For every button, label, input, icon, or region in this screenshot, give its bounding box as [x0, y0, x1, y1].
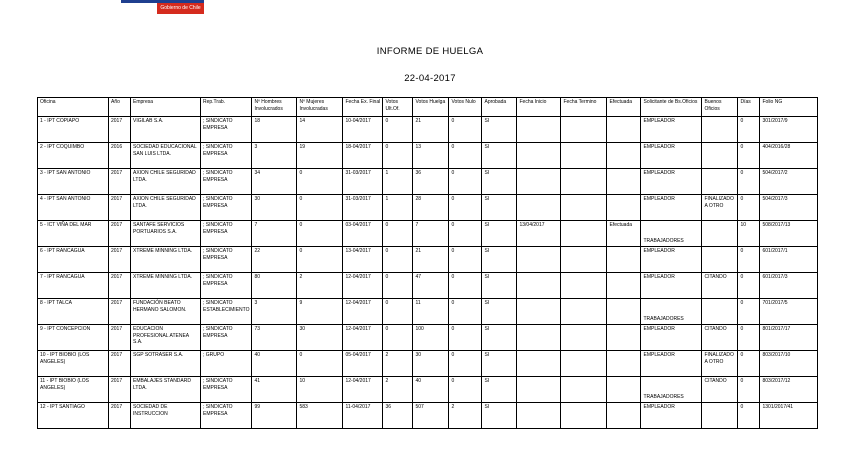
table-row [38, 221, 818, 247]
table-cell: SI [482, 247, 517, 273]
table-cell: 7 [413, 221, 449, 247]
table-cell: 10-04/2017 [343, 117, 383, 143]
table-cell: 0 [383, 299, 413, 325]
table-cell: 12-04/2017 [343, 299, 383, 325]
table-cell: VIGILAB S.A. [131, 117, 201, 143]
table-cell: 3 [252, 143, 297, 169]
table-cell: 0 [738, 273, 760, 299]
table-cell: 80 [252, 273, 297, 299]
table-cell: 9 - IPT CONCEPCION [38, 325, 109, 351]
table-cell: 13 [413, 143, 449, 169]
table-cell [607, 403, 641, 429]
table-cell: 36 [413, 169, 449, 195]
column-header: Nº Mujeres Involucradas [297, 98, 343, 117]
table-cell: CITANDO [702, 325, 738, 351]
column-header: Empresa [131, 98, 201, 117]
table-cell: ; SINDICATO EMPRESA [201, 377, 252, 403]
table-cell [561, 195, 607, 221]
table-cell: FUNDACIÓN BEATO HERMANO SALOMON. [131, 299, 201, 325]
table-cell: 34 [252, 169, 297, 195]
table-cell: AXION CHILE SEGURIDAD LTDA. [131, 195, 201, 221]
table-cell: EMPLEADOR [641, 325, 702, 351]
table-row [38, 273, 818, 299]
table-cell [561, 221, 607, 247]
table-cell: SANTAFE SERVICIOS PORTUARIOS S.A. [131, 221, 201, 247]
table-cell [517, 247, 561, 273]
table-cell: ; SINDICATO EMPRESA [201, 143, 252, 169]
table-cell: 2017 [109, 351, 131, 377]
table-cell: SOCIEDAD DE INSTRUCCION [131, 403, 201, 429]
table-cell [561, 403, 607, 429]
table-cell [517, 403, 561, 429]
table-cell: 7 - IPT RANCAGUA [38, 273, 109, 299]
table-cell: 12-04/2017 [343, 377, 383, 403]
table-cell: ; SINDICATO EMPRESA [201, 221, 252, 247]
column-header: Días [738, 98, 760, 117]
table-cell: SI [482, 169, 517, 195]
table-cell: 9 [297, 299, 343, 325]
table-cell: 601/2017/3 [760, 273, 818, 299]
table-cell [607, 195, 641, 221]
table-cell: 0 [297, 195, 343, 221]
table-cell: 11-04/2017 [343, 403, 383, 429]
column-header: Solicitante de Bs.Oficios [641, 98, 702, 117]
table-cell: 36 [383, 403, 413, 429]
table-cell [702, 221, 738, 247]
table-cell: 12-04/2017 [343, 273, 383, 299]
table-cell [561, 247, 607, 273]
table-row [38, 143, 818, 169]
table-cell: 3 - IPT SAN ANTONIO [38, 169, 109, 195]
table-cell: 13/04/2017 [517, 221, 561, 247]
table-cell: 18-04/2017 [343, 143, 383, 169]
table-cell [561, 143, 607, 169]
table-cell: 2017 [109, 377, 131, 403]
table-cell: 2 [297, 273, 343, 299]
table-cell [607, 273, 641, 299]
table-cell [702, 117, 738, 143]
table-row [38, 403, 818, 429]
table-cell: 10 [297, 377, 343, 403]
table-cell: EMPLEADOR [641, 273, 702, 299]
table-cell: 0 [449, 247, 482, 273]
table-cell: 0 [738, 247, 760, 273]
table-row [38, 169, 818, 195]
table-cell [607, 169, 641, 195]
table-cell: ; SINDICATO ESTABLECIMIENTO [201, 299, 252, 325]
table-cell: 2017 [109, 325, 131, 351]
column-header: Oficina [38, 98, 109, 117]
table-cell: 0 [449, 221, 482, 247]
table-cell: 0 [449, 143, 482, 169]
table-cell: SI [482, 273, 517, 299]
table-cell: 6 - IPT RANCAGUA [38, 247, 109, 273]
table-cell: TRABAJADORES [641, 377, 702, 403]
table-cell: 5 - ICT VIÑA DEL MAR [38, 221, 109, 247]
table-cell: 0 [738, 299, 760, 325]
table-cell: EMPLEADOR [641, 247, 702, 273]
table-cell: 0 [383, 143, 413, 169]
table-cell [561, 377, 607, 403]
table-cell [702, 403, 738, 429]
table-cell: SI [482, 221, 517, 247]
table-header-row [38, 98, 818, 117]
table-cell: 22 [252, 247, 297, 273]
table-cell: 12-04/2017 [343, 325, 383, 351]
table-cell: EMBALAJES STANDARD LTDA. [131, 377, 201, 403]
table-cell: 47 [413, 273, 449, 299]
table-cell [607, 325, 641, 351]
table-cell: Efectuada [607, 221, 641, 247]
column-header: Fecha Inicio [517, 98, 561, 117]
table-cell: TRABAJADORES [641, 299, 702, 325]
table-cell: FINALIZADO A OTRO [702, 351, 738, 377]
table-cell: ; SINDICATO EMPRESA [201, 325, 252, 351]
table-cell: 2 [383, 377, 413, 403]
table-cell: 0 [738, 117, 760, 143]
table-cell: 8 - IPT TALCA [38, 299, 109, 325]
table-cell: TRABAJADORES [641, 221, 702, 247]
table-cell: SI [482, 299, 517, 325]
table-cell [561, 117, 607, 143]
table-cell: 0 [383, 273, 413, 299]
table-cell: 2017 [109, 247, 131, 273]
gobierno-logo [121, 0, 204, 14]
table-cell: 2017 [109, 117, 131, 143]
table-cell [561, 273, 607, 299]
column-header: Aprobada [482, 98, 517, 117]
table-cell: SI [482, 117, 517, 143]
table-cell: 40 [413, 377, 449, 403]
table-cell: ; SINDICATO EMPRESA [201, 195, 252, 221]
table-cell [517, 273, 561, 299]
table-cell: 2017 [109, 403, 131, 429]
column-header: Año [109, 98, 131, 117]
table-cell: 99 [252, 403, 297, 429]
table-cell [517, 117, 561, 143]
table-cell: 0 [449, 325, 482, 351]
table-cell: 12 - IPT SANTIAGO [38, 403, 109, 429]
table-cell: 0 [738, 143, 760, 169]
table-cell: 0 [297, 169, 343, 195]
table-row [38, 351, 818, 377]
table-cell: 2017 [109, 273, 131, 299]
table-cell: 701/2017/5 [760, 299, 818, 325]
column-header: Votos Nulo [449, 98, 482, 117]
table-cell: EMPLEADOR [641, 403, 702, 429]
table-cell: 583 [297, 403, 343, 429]
table-cell: SI [482, 351, 517, 377]
table-cell [517, 325, 561, 351]
table-cell: EMPLEADOR [641, 117, 702, 143]
column-header: Votos Ult.Of. [383, 98, 413, 117]
table-cell: SGP SOTRASER S.A. [131, 351, 201, 377]
table-cell [607, 247, 641, 273]
table-cell: 0 [449, 117, 482, 143]
table-cell: 0 [738, 351, 760, 377]
table-cell: 2017 [109, 221, 131, 247]
column-header: Efectuada [607, 98, 641, 117]
table-cell: 0 [383, 325, 413, 351]
table-cell: 100 [413, 325, 449, 351]
table-cell: SI [482, 403, 517, 429]
table-cell: 2016 [109, 143, 131, 169]
table-cell: 10 [738, 221, 760, 247]
table-cell: ; SINDICATO EMPRESA [201, 169, 252, 195]
column-header: Fecha Ex. Final [343, 98, 383, 117]
table-cell: 11 [413, 299, 449, 325]
table-cell [702, 299, 738, 325]
table-cell: EMPLEADOR [641, 169, 702, 195]
table-cell: 0 [297, 221, 343, 247]
table-cell: 0 [738, 377, 760, 403]
table-cell: ; SINDICATO EMPRESA [201, 247, 252, 273]
table-cell: 30 [252, 195, 297, 221]
table-cell: 2 [449, 403, 482, 429]
table-cell [607, 299, 641, 325]
table-cell: 2017 [109, 299, 131, 325]
table-cell: 0 [449, 377, 482, 403]
column-header: Folio NG [760, 98, 818, 117]
table-cell: 1 [383, 169, 413, 195]
table-cell [607, 377, 641, 403]
table-cell: EMPLEADOR [641, 195, 702, 221]
table-row [38, 195, 818, 221]
table-cell: 1 [383, 195, 413, 221]
table-cell: 40 [252, 351, 297, 377]
table-cell: 0 [449, 273, 482, 299]
table-cell: 0 [383, 117, 413, 143]
table-cell: FINALIZADO A OTRO [702, 195, 738, 221]
table-cell: ; GRUPO [201, 351, 252, 377]
table-cell [702, 169, 738, 195]
table-cell: 13-04/2017 [343, 247, 383, 273]
table-cell: ; SINDICATO EMPRESA [201, 117, 252, 143]
table-cell: 19 [297, 143, 343, 169]
table-cell [517, 351, 561, 377]
table-cell: 0 [449, 299, 482, 325]
table-cell: 0 [738, 195, 760, 221]
table-cell: 2017 [109, 195, 131, 221]
table-cell [561, 325, 607, 351]
table-cell: 404/2016/28 [760, 143, 818, 169]
table-cell: 41 [252, 377, 297, 403]
table-cell: EMPLEADOR [641, 143, 702, 169]
table-row [38, 247, 818, 273]
table-cell: 601/2017/1 [760, 247, 818, 273]
table-cell [517, 195, 561, 221]
table-cell: XTREME MINNING LTDA. [131, 247, 201, 273]
table-cell: 0 [449, 169, 482, 195]
table-cell: EDUCACION PROFESIONAL ATENEA S.A. [131, 325, 201, 351]
table-cell: 504/2017/2 [760, 169, 818, 195]
table-cell: 0 [449, 351, 482, 377]
table-cell: SI [482, 195, 517, 221]
table-cell: 21 [413, 247, 449, 273]
table-cell: ; SINDICATO EMPRESA [201, 273, 252, 299]
report-date: 22-04-2017 [404, 73, 456, 84]
table-cell [607, 143, 641, 169]
table-row [38, 325, 818, 351]
table-cell [607, 117, 641, 143]
table-cell: 31-03/2017 [343, 169, 383, 195]
strike-report-table [37, 97, 818, 429]
table-cell: 0 [297, 351, 343, 377]
table-cell: 4 - IPT SAN ANTONIO [38, 195, 109, 221]
table-cell: 2 [383, 351, 413, 377]
column-header: Rep.Trab. [201, 98, 252, 117]
table-cell: CITANDO [702, 377, 738, 403]
column-header: Buenos Oficios [702, 98, 738, 117]
table-cell: SOCIEDAD EDUCACIONAL SAN LUIS LTDA. [131, 143, 201, 169]
table-cell: 0 [297, 247, 343, 273]
table-cell [702, 143, 738, 169]
table-cell: 30 [297, 325, 343, 351]
logo-red-band: Gobierno de Chile [157, 3, 204, 14]
table-cell: SI [482, 377, 517, 403]
table-cell: 21 [413, 117, 449, 143]
table-cell: 801/2017/17 [760, 325, 818, 351]
table-cell: 2017 [109, 169, 131, 195]
table-cell: 28 [413, 195, 449, 221]
table-cell: 803/2017/10 [760, 351, 818, 377]
table-cell: 10 - IPT BIOBIO (LOS ANGELES) [38, 351, 109, 377]
table-cell: 05-04/2017 [343, 351, 383, 377]
table-cell [607, 351, 641, 377]
table-cell: 504/2017/3 [760, 195, 818, 221]
column-header: Fecha Termino [561, 98, 607, 117]
table-cell: 0 [449, 195, 482, 221]
table-cell [517, 377, 561, 403]
table-cell: XTREME MINNING LTDA. [131, 273, 201, 299]
table-cell: 14 [297, 117, 343, 143]
table-row [38, 377, 818, 403]
table-cell: 1301/2017/41 [760, 403, 818, 429]
table-cell: 0 [738, 169, 760, 195]
table-cell [561, 351, 607, 377]
table-cell [561, 299, 607, 325]
table-cell: 30 [413, 351, 449, 377]
table-cell: 803/2017/12 [760, 377, 818, 403]
table-cell: 31-03/2017 [343, 195, 383, 221]
table-cell: 03-04/2017 [343, 221, 383, 247]
table-cell: 508/2017/13 [760, 221, 818, 247]
table-cell: AXION CHILE SEGURIDAD LTDA. [131, 169, 201, 195]
table-cell [561, 169, 607, 195]
report-title: INFORME DE HUELGA [376, 46, 484, 57]
table-cell [517, 299, 561, 325]
column-header: Nº Hombres Involucrados [252, 98, 297, 117]
table-cell: 301/2017/9 [760, 117, 818, 143]
table-cell [517, 169, 561, 195]
table-cell: ; SINDICATO EMPRESA [201, 403, 252, 429]
table-cell: 0 [383, 221, 413, 247]
table-row [38, 299, 818, 325]
table-cell: 18 [252, 117, 297, 143]
table-cell: 73 [252, 325, 297, 351]
table-cell: SI [482, 325, 517, 351]
table-cell: 3 [252, 299, 297, 325]
table-cell [702, 247, 738, 273]
table-cell: 11 - IPT BIOBIO (LOS ANGELES) [38, 377, 109, 403]
table-cell: CITANDO [702, 273, 738, 299]
table-cell: 1 - IPT COPIAPO [38, 117, 109, 143]
column-header: Votos Huelga [413, 98, 449, 117]
table-row [38, 117, 818, 143]
table-cell: 7 [252, 221, 297, 247]
table-cell: 0 [738, 325, 760, 351]
table-cell [517, 143, 561, 169]
table-cell: 0 [383, 247, 413, 273]
table-cell: 0 [738, 403, 760, 429]
table-cell: 507 [413, 403, 449, 429]
table-cell: 2 - IPT COQUIMBO [38, 143, 109, 169]
table-cell: EMPLEADOR [641, 351, 702, 377]
table-cell: SI [482, 143, 517, 169]
